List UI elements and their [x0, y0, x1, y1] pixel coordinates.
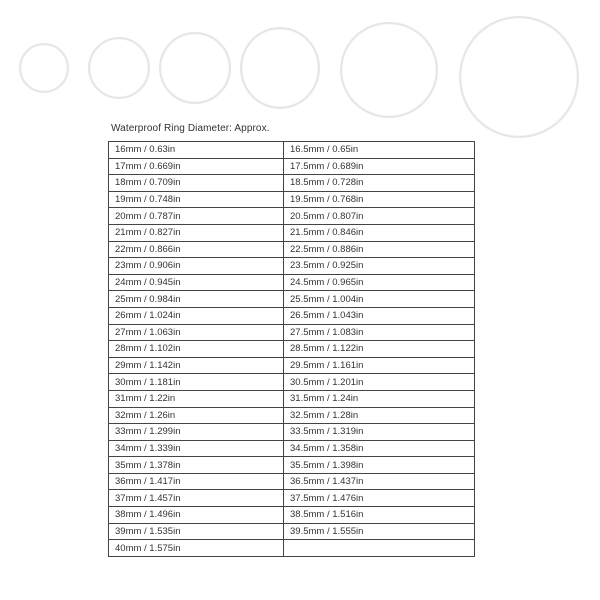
table-row	[109, 440, 475, 457]
ring-image-6	[459, 16, 579, 138]
table-row	[109, 208, 475, 225]
size-cell: 31.5mm / 1.24in	[284, 390, 475, 407]
size-cell: 38.5mm / 1.516in	[284, 507, 475, 524]
size-cell: 32.5mm / 1.28in	[284, 407, 475, 424]
table-row	[109, 258, 475, 275]
size-cell: 39.5mm / 1.555in	[284, 523, 475, 540]
size-cell: 33mm / 1.299in	[109, 424, 284, 441]
size-cell: 22mm / 0.866in	[109, 241, 284, 258]
table-row	[109, 374, 475, 391]
size-cell: 19mm / 0.748in	[109, 191, 284, 208]
table-row	[109, 291, 475, 308]
size-cell	[284, 540, 475, 557]
table-row	[109, 357, 475, 374]
table-row	[109, 390, 475, 407]
size-cell: 35mm / 1.378in	[109, 457, 284, 474]
size-cell: 30mm / 1.181in	[109, 374, 284, 391]
size-cell: 36.5mm / 1.437in	[284, 473, 475, 490]
table-row	[109, 224, 475, 241]
table-row	[109, 158, 475, 175]
size-cell: 24mm / 0.945in	[109, 274, 284, 291]
table-row	[109, 507, 475, 524]
ring-image-2	[88, 37, 150, 99]
size-cell: 39mm / 1.535in	[109, 523, 284, 540]
ring-image-5	[340, 22, 438, 118]
size-cell: 17mm / 0.669in	[109, 158, 284, 175]
table-row	[109, 241, 475, 258]
size-cell: 21.5mm / 0.846in	[284, 224, 475, 241]
size-cell: 16.5mm / 0.65in	[284, 142, 475, 159]
size-cell: 40mm / 1.575in	[109, 540, 284, 557]
size-cell: 26.5mm / 1.043in	[284, 307, 475, 324]
size-cell: 36mm / 1.417in	[109, 473, 284, 490]
table-row	[109, 407, 475, 424]
size-cell: 33.5mm / 1.319in	[284, 424, 475, 441]
table-row	[109, 424, 475, 441]
size-cell: 24.5mm / 0.965in	[284, 274, 475, 291]
ring-image-4	[240, 27, 320, 109]
size-cell: 22.5mm / 0.886in	[284, 241, 475, 258]
size-cell: 34.5mm / 1.358in	[284, 440, 475, 457]
table-row	[109, 490, 475, 507]
size-cell: 20.5mm / 0.807in	[284, 208, 475, 225]
table-row	[109, 324, 475, 341]
size-cell: 35.5mm / 1.398in	[284, 457, 475, 474]
size-cell: 32mm / 1.26in	[109, 407, 284, 424]
size-cell: 19.5mm / 0.768in	[284, 191, 475, 208]
size-cell: 25mm / 0.984in	[109, 291, 284, 308]
table-row	[109, 274, 475, 291]
table-row	[109, 457, 475, 474]
ring-image-1	[19, 43, 69, 93]
size-cell: 31mm / 1.22in	[109, 390, 284, 407]
size-cell: 28.5mm / 1.122in	[284, 341, 475, 358]
size-cell: 23.5mm / 0.925in	[284, 258, 475, 275]
size-cell: 25.5mm / 1.004in	[284, 291, 475, 308]
size-cell: 23mm / 0.906in	[109, 258, 284, 275]
size-cell: 20mm / 0.787in	[109, 208, 284, 225]
size-cell: 26mm / 1.024in	[109, 307, 284, 324]
size-chart-title: Waterproof Ring Diameter: Approx.	[111, 123, 270, 134]
ring-image-3	[159, 32, 231, 104]
size-cell: 34mm / 1.339in	[109, 440, 284, 457]
size-cell: 37.5mm / 1.476in	[284, 490, 475, 507]
table-row	[109, 142, 475, 159]
size-cell: 27mm / 1.063in	[109, 324, 284, 341]
size-cell: 21mm / 0.827in	[109, 224, 284, 241]
size-cell: 17.5mm / 0.689in	[284, 158, 475, 175]
size-cell: 28mm / 1.102in	[109, 341, 284, 358]
size-cell: 29.5mm / 1.161in	[284, 357, 475, 374]
table-row	[109, 307, 475, 324]
table-row	[109, 473, 475, 490]
ring-size-table	[108, 141, 475, 557]
ring-illustrations	[0, 0, 600, 120]
table-row	[109, 175, 475, 192]
size-cell: 18.5mm / 0.728in	[284, 175, 475, 192]
size-cell: 18mm / 0.709in	[109, 175, 284, 192]
table-row	[109, 191, 475, 208]
size-cell: 30.5mm / 1.201in	[284, 374, 475, 391]
table-row	[109, 341, 475, 358]
size-cell: 27.5mm / 1.083in	[284, 324, 475, 341]
table-row	[109, 540, 475, 557]
table-row	[109, 523, 475, 540]
size-cell: 16mm / 0.63in	[109, 142, 284, 159]
size-cell: 29mm / 1.142in	[109, 357, 284, 374]
size-cell: 37mm / 1.457in	[109, 490, 284, 507]
size-cell: 38mm / 1.496in	[109, 507, 284, 524]
